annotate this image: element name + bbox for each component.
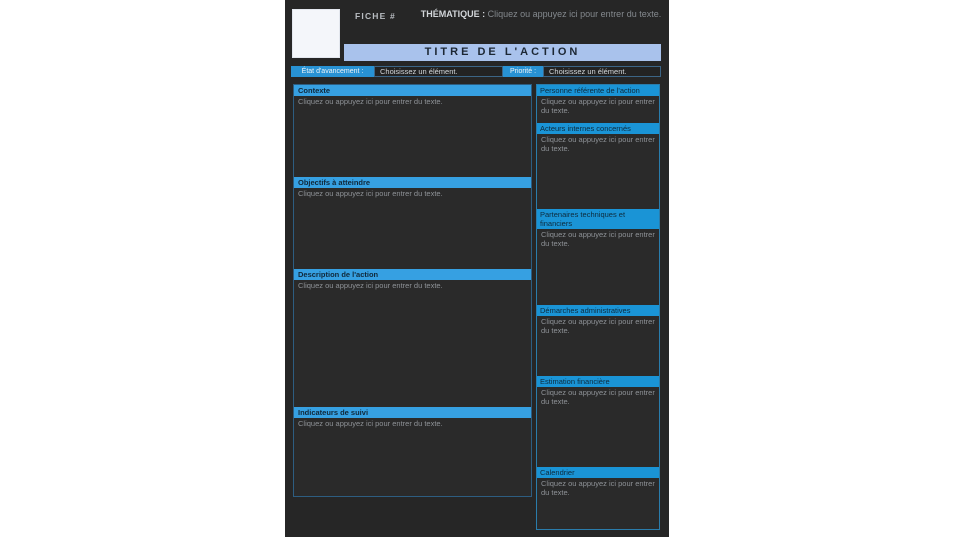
section-header-indicateurs: Indicateurs de suivi	[294, 407, 531, 418]
etat-avancement-label: État d'avancement :	[291, 66, 374, 77]
etat-avancement-dropdown[interactable]: Choisissez un élément.	[374, 66, 503, 77]
document-page	[285, 0, 669, 537]
section-header-demarches: Démarches administratives	[537, 305, 659, 316]
section-header-contexte: Contexte	[294, 85, 531, 96]
left-sections-table	[293, 84, 532, 497]
thematique-placeholder[interactable]: Cliquez ou appuyez ici pour entrer du texte.	[485, 9, 662, 19]
section-placeholder-acteurs-internes[interactable]: Cliquez ou appuyez ici pour entrer du texte.	[541, 135, 655, 153]
section-calendrier	[537, 467, 659, 497]
section-placeholder-partenaires[interactable]: Cliquez ou appuyez ici pour entrer du texte.	[541, 230, 655, 248]
thematique-field[interactable]	[420, 8, 662, 21]
section-placeholder-indicateurs[interactable]: Cliquez ou appuyez ici pour entrer du texte.	[298, 419, 443, 428]
section-header-partenaires: Partenaires techniques et financiers	[537, 209, 659, 229]
section-description	[294, 269, 531, 291]
section-placeholder-demarches[interactable]: Cliquez ou appuyez ici pour entrer du texte.	[541, 317, 655, 335]
section-placeholder-personne-referente[interactable]: Cliquez ou appuyez ici pour entrer du texte.	[541, 97, 655, 115]
section-objectifs	[294, 177, 531, 199]
right-sections-table	[536, 84, 660, 530]
priorite-dropdown[interactable]: Choisissez un élément.	[543, 66, 661, 77]
section-header-estimation: Estimation financière	[537, 376, 659, 387]
action-title-banner: TITRE DE L'ACTION	[344, 44, 661, 61]
section-acteurs-internes	[537, 123, 659, 153]
fiche-number-label: FICHE #	[355, 11, 396, 21]
priorite-label: Priorité :	[503, 66, 543, 77]
logo-placeholder	[292, 9, 340, 58]
section-contexte	[294, 85, 531, 107]
section-placeholder-objectifs[interactable]: Cliquez ou appuyez ici pour entrer du texte.	[298, 189, 443, 198]
thematique-label: THÉMATIQUE :	[420, 9, 486, 19]
section-placeholder-description[interactable]: Cliquez ou appuyez ici pour entrer du texte.	[298, 281, 443, 290]
section-header-objectifs: Objectifs à atteindre	[294, 177, 531, 188]
section-header-calendrier: Calendrier	[537, 467, 659, 478]
section-personne-referente	[537, 85, 659, 115]
section-estimation	[537, 376, 659, 406]
section-placeholder-calendrier[interactable]: Cliquez ou appuyez ici pour entrer du texte.	[541, 479, 655, 497]
section-placeholder-contexte[interactable]: Cliquez ou appuyez ici pour entrer du texte.	[298, 97, 443, 106]
section-header-description: Description de l'action	[294, 269, 531, 280]
section-header-acteurs-internes: Acteurs internes concernés	[537, 123, 659, 134]
section-partenaires	[537, 209, 659, 248]
section-indicateurs	[294, 407, 531, 429]
section-demarches	[537, 305, 659, 335]
section-placeholder-estimation[interactable]: Cliquez ou appuyez ici pour entrer du texte.	[541, 388, 655, 406]
section-header-personne-referente: Personne référente de l'action	[537, 85, 659, 96]
